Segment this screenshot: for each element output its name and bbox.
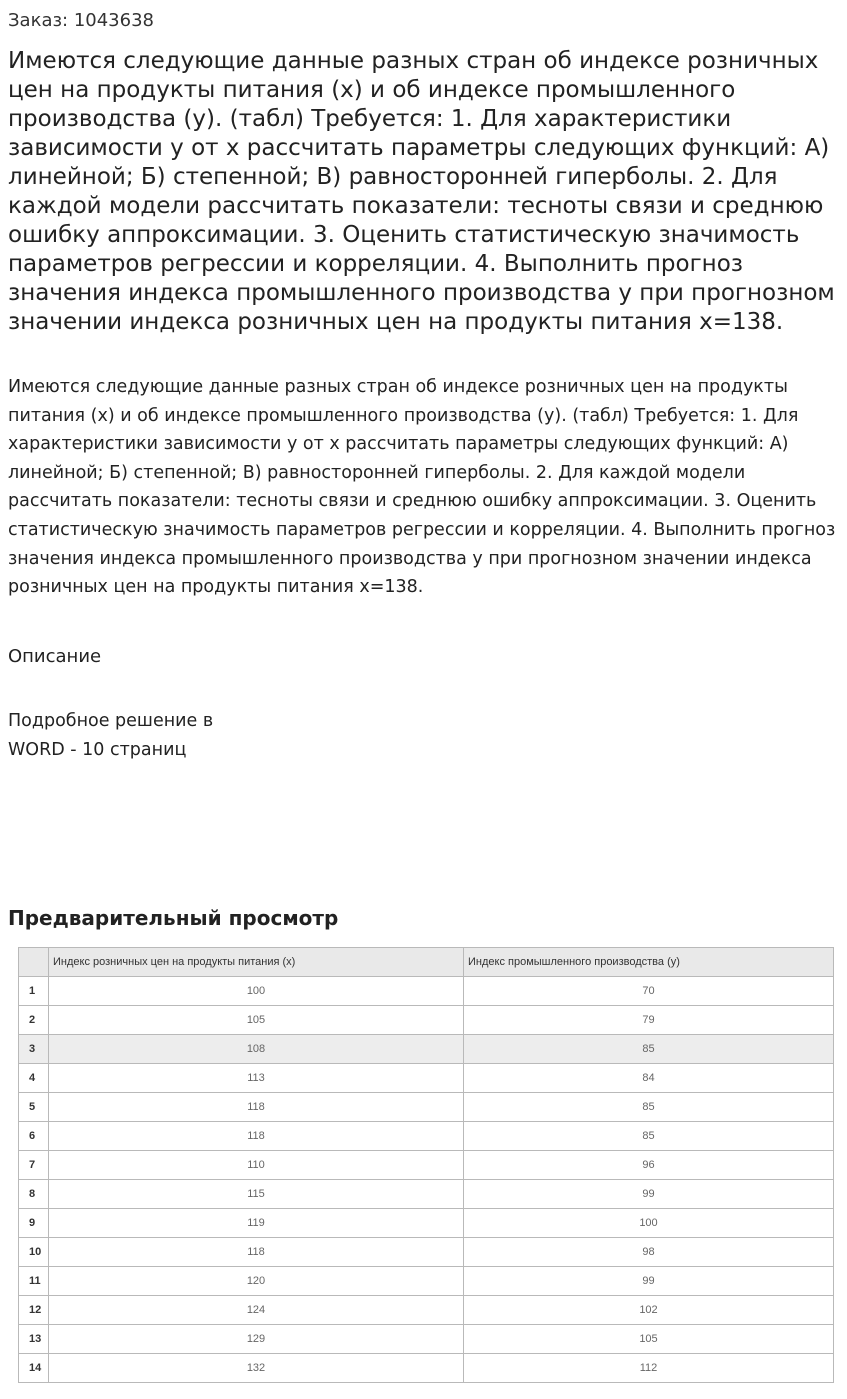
cell-y: 85 [464,1122,834,1151]
data-table [18,947,834,1383]
cell-y: 85 [464,1093,834,1122]
cell-y: 79 [464,1006,834,1035]
header-index [19,948,49,977]
cell-y: 70 [464,977,834,1006]
cell-x: 119 [49,1209,464,1238]
row-index: 11 [19,1267,49,1296]
table-row [19,1093,834,1122]
cell-x: 105 [49,1006,464,1035]
cell-y: 100 [464,1209,834,1238]
table-row [19,1180,834,1209]
task-title: Имеются следующие данные разных стран об индексе розничных цен на продукты питания (х) и об индексе промышленного производства (у). (табл) Требуется: 1. Для характеристики зависимости у от х рассчитать параметры следующих функций: А) линейной; Б) степенной; В) равносторонней гиперболы. 2. Для каждой модели рассчитать показатели: тесноты связи и среднюю ошибку аппроксимации. 3. Оценить статистическую значимость параметров регрессии и корреляции. 4. Выполнить прогноз значения индекса промышленного производства у при прогнозном значении индекса розничных цен на продукты питания х=138. [8,48,835,335]
preview-image [18,947,833,1383]
header-x: Индекс розничных цен на продукты питания (х) [49,948,464,977]
cell-y: 102 [464,1296,834,1325]
row-index: 7 [19,1151,49,1180]
preview-heading: Предварительный просмотр [8,906,339,930]
cell-x: 108 [49,1035,464,1064]
table-row [19,1122,834,1151]
table-row [19,1267,834,1296]
cell-y: 105 [464,1325,834,1354]
row-index: 3 [19,1035,49,1064]
row-index: 6 [19,1122,49,1151]
task-description: Имеются следующие данные разных стран об индексе розничных цен на продукты питания (х) и об индексе промышленного производства (у). (табл) Требуется: 1. Для характеристики зависимости у от х рассчитать параметры следующих функций: А) линейной; Б) степенной; В) равносторонней гиперболы. 2. Для каждой модели рассчитать показатели: тесноты связи и среднюю ошибку аппроксимации. 3. Оценить статистическую значимость параметров регрессии и корреляции. 4. Выполнить прогноз значения индекса промышленного производства у при прогнозном значении индекса розничных цен на продукты питания х=138. [8,377,836,598]
cell-x: 118 [49,1093,464,1122]
table-row [19,1238,834,1267]
row-index: 2 [19,1006,49,1035]
row-index: 8 [19,1180,49,1209]
cell-y: 98 [464,1238,834,1267]
cell-y: 112 [464,1354,834,1383]
table-row [19,1035,834,1064]
cell-x: 113 [49,1064,464,1093]
description-label: Описание [8,646,102,667]
cell-x: 129 [49,1325,464,1354]
row-index: 12 [19,1296,49,1325]
cell-x: 120 [49,1267,464,1296]
row-index: 9 [19,1209,49,1238]
header-y: Индекс промышленного производства (у) [464,948,834,977]
table-row [19,1006,834,1035]
cell-x: 115 [49,1180,464,1209]
table-header-row [19,948,834,977]
cell-x: 118 [49,1238,464,1267]
description-text: Подробное решение в WORD - 10 страниц [8,711,214,760]
cell-x: 100 [49,977,464,1006]
table-row [19,977,834,1006]
table-row [19,1354,834,1383]
cell-x: 132 [49,1354,464,1383]
row-index: 13 [19,1325,49,1354]
cell-y: 99 [464,1180,834,1209]
cell-y: 96 [464,1151,834,1180]
cell-x: 118 [49,1122,464,1151]
cell-y: 84 [464,1064,834,1093]
row-index: 10 [19,1238,49,1267]
table-row [19,1325,834,1354]
cell-x: 124 [49,1296,464,1325]
order-number: Заказ: 1043638 [8,10,154,31]
cell-y: 85 [464,1035,834,1064]
cell-y: 99 [464,1267,834,1296]
row-index: 4 [19,1064,49,1093]
row-index: 5 [19,1093,49,1122]
row-index: 1 [19,977,49,1006]
table-row [19,1296,834,1325]
table-row [19,1064,834,1093]
table-row [19,1209,834,1238]
row-index: 14 [19,1354,49,1383]
cell-x: 110 [49,1151,464,1180]
table-row [19,1151,834,1180]
